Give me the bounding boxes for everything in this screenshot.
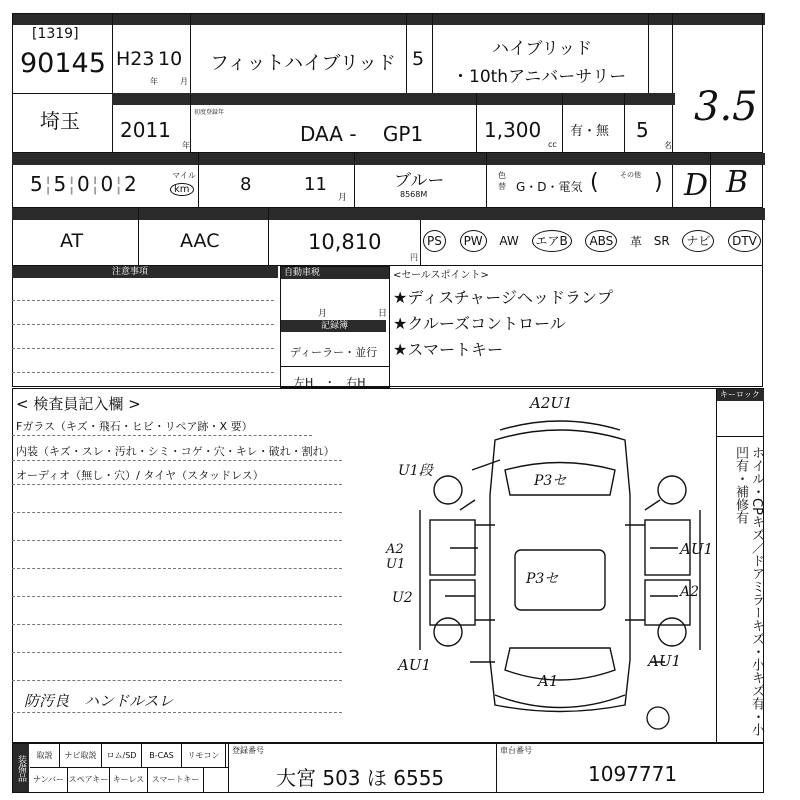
note-line <box>12 596 342 597</box>
option-5: 革 <box>630 234 643 249</box>
note-line <box>12 300 274 301</box>
option-1: PW <box>460 230 487 252</box>
drive-options: G・D・電気 <box>516 180 583 194</box>
record-header: 記録簿 <box>281 320 386 332</box>
note-line <box>12 712 342 713</box>
inspector-title: < 検査員記入欄 > <box>16 395 141 413</box>
equipment-item: ナンバー <box>30 768 68 792</box>
sales-point: ★ディスチャージヘッドランプ <box>393 288 613 307</box>
sales-header: <セールスポイント> <box>393 270 489 281</box>
note-line <box>12 372 274 373</box>
inspector-line: オーディオ（無し・穴）/ タイヤ（スタッドレス） <box>16 469 264 482</box>
mark-top: A2U1 <box>530 394 573 412</box>
note-line <box>12 484 342 485</box>
equipment-item: スマートキー <box>148 768 204 792</box>
paren-close: ) <box>654 170 663 195</box>
model-code: DAA - GP1 <box>300 122 424 146</box>
option-8: DTV <box>728 230 761 252</box>
month-unit: 月 <box>180 77 188 86</box>
mileage-digit: 5 <box>30 172 45 196</box>
color: ブルー <box>394 171 445 191</box>
car-diagram <box>400 400 720 740</box>
inspection-year: 8 <box>240 174 252 195</box>
year-unit: 年 <box>150 77 158 86</box>
header-bar-row4 <box>12 208 765 220</box>
equipment-item: B-CAS <box>142 744 182 768</box>
option-6: SR <box>653 234 670 248</box>
transmission: AT <box>60 230 84 252</box>
price: 10,810 <box>308 230 382 254</box>
tax-day-label: 日 <box>378 309 388 319</box>
seats: 5 <box>636 118 649 142</box>
km-label: km <box>170 183 194 196</box>
model-year-unit: 年 <box>182 141 190 150</box>
inspection-month-unit: 月 <box>338 193 348 203</box>
note-line <box>12 324 274 325</box>
note-line <box>12 652 342 653</box>
interior-grade: D <box>684 168 709 203</box>
option-3: エアB <box>532 230 572 252</box>
mileage-digit: 5 <box>53 172 69 196</box>
handle-label: 左H ・ 右H <box>294 376 366 389</box>
lot-label: [1319] <box>32 26 79 42</box>
color-change-label: 色替 <box>498 171 506 191</box>
reg-year: H23 <box>116 48 155 70</box>
model-name: フィットハイブリッド <box>210 52 397 74</box>
mark-right-mid2: A2 <box>680 584 700 600</box>
tax-header: 自動車税 <box>281 267 389 279</box>
door-count: 5 <box>412 48 425 70</box>
grade-line1: ハイブリッド <box>492 39 593 59</box>
mark-right-mid1: AU1 <box>680 540 714 558</box>
mark-left-bottom: AU1 <box>398 656 432 674</box>
mileage: 5¦5¦0¦0¦2 <box>30 172 139 196</box>
note-line <box>12 680 342 681</box>
note-line <box>12 540 342 541</box>
model-year: 2011 <box>120 118 171 142</box>
inspector-line: 内装（キズ・スレ・汚れ・シミ・コゲ・穴・キレ・破れ・割れ） <box>16 445 335 458</box>
footer-vertical-label: 装備品 <box>13 744 29 792</box>
sales-point: ★クルーズコントロール <box>393 314 566 333</box>
mileage-digit: 0 <box>100 172 116 196</box>
turbo: 有・無 <box>570 124 610 139</box>
chassis-header: 車台番号 <box>500 746 532 755</box>
first-reg-note: 初度登録年 <box>194 109 225 116</box>
grade-line2: ・10thアニバーサリー <box>452 67 627 87</box>
equipment-grid <box>30 744 228 792</box>
side-panel-header: キーロック <box>717 389 764 401</box>
equipment-item: キーレス <box>110 768 148 792</box>
cc-unit: cc <box>548 140 557 149</box>
note-line <box>12 435 312 436</box>
exterior-grade: B <box>726 165 749 200</box>
mileage-digit: 0 <box>76 172 92 196</box>
note-line <box>12 348 274 349</box>
mile-label: マイル <box>172 171 196 180</box>
aircon: AAC <box>180 230 220 252</box>
inspection-month: 11 <box>304 174 327 195</box>
option-0: PS <box>423 230 446 252</box>
equipment-item: ナビ取説 <box>60 744 102 768</box>
sales-point: ★スマートキー <box>393 340 504 359</box>
reg-month: 10 <box>158 48 183 70</box>
other-label: その他 <box>620 171 641 179</box>
chassis-number: 1097771 <box>588 762 678 786</box>
yen-unit: 円 <box>410 253 418 262</box>
plate-number: 大宮 503 ほ 6555 <box>276 766 445 790</box>
mark-left-mid2: U2 <box>392 590 413 606</box>
displacement: 1,300 <box>484 118 542 142</box>
mark-right-bottom: AU1 <box>648 652 682 670</box>
header-bar-row3 <box>12 153 765 165</box>
equipment-item: リモコン <box>182 744 226 768</box>
equipment-item: ロム/SD <box>102 744 142 768</box>
equipment-item: 取説 <box>30 744 60 768</box>
option-7: ナビ <box>682 230 714 252</box>
seats-unit: 名 <box>664 141 672 150</box>
note-line <box>12 512 342 513</box>
handwritten-note: 防汚良 ハンドルスレ <box>24 692 174 710</box>
note-line <box>12 624 342 625</box>
mark-roof-top: P3セ <box>534 473 567 489</box>
region: 埼玉 <box>40 109 80 133</box>
color-code: 8568M <box>400 190 428 199</box>
mark-bottom: A1 <box>538 672 559 690</box>
mileage-digit: 2 <box>123 172 139 196</box>
header-bar-row2 <box>112 93 675 105</box>
option-4: ABS <box>585 230 617 252</box>
paren-open: ( <box>590 170 599 195</box>
mark-left-top: U1段 <box>398 463 433 479</box>
option-2: AW <box>499 234 519 248</box>
inspector-line: Fガラス（キズ・飛石・ヒビ・リペア跡・X 要） <box>16 420 253 433</box>
lot-number: 90145 <box>20 48 106 79</box>
dealer-label: ディーラー・並行 <box>290 346 378 359</box>
plate-header: 登録番号 <box>232 746 264 755</box>
note-line <box>12 568 342 569</box>
options-row <box>422 230 762 252</box>
mark-left-mid1: A2 U1 <box>386 542 406 572</box>
equipment-item: スペアキー <box>68 768 110 792</box>
note-line <box>12 460 342 461</box>
tax-month-label: 月 <box>318 309 328 319</box>
score: 3.5 <box>694 84 758 130</box>
mark-roof-mid: P3セ <box>526 571 559 587</box>
side-panel-text: ホイル・CPキズ／ドアミラーキズ・小キズ有・小凹有・補修有 <box>733 446 764 736</box>
notes-header: 注意事項 <box>12 266 278 278</box>
